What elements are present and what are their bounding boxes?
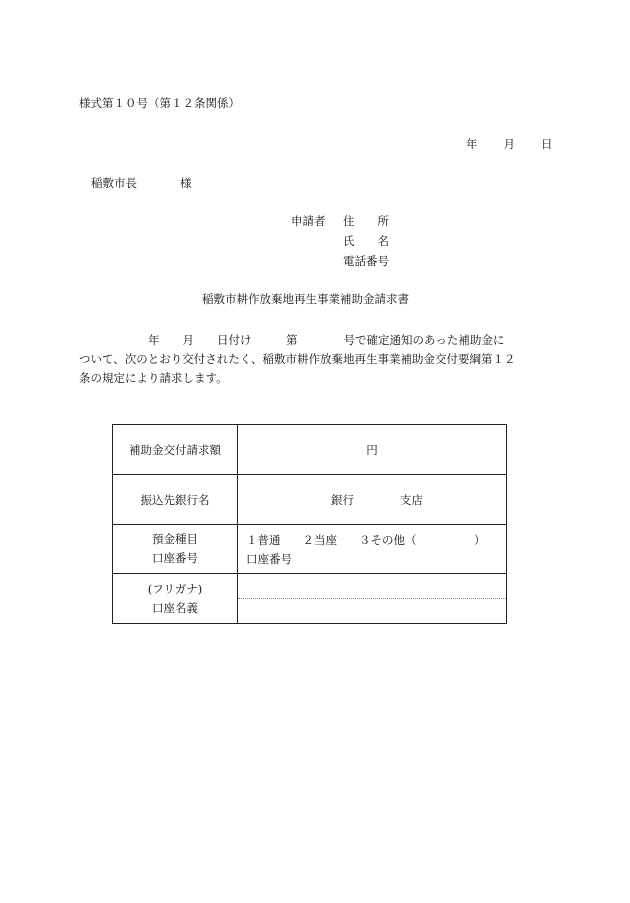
option-other[interactable]: ３その他（ ）	[359, 533, 486, 547]
date-month-label: 月	[503, 137, 515, 151]
document-title: 稲敷市耕作放棄地再生事業補助金請求書	[202, 292, 409, 306]
addressee-name: 稲敷市長	[91, 176, 137, 190]
applicant-label: 申請者	[291, 214, 326, 228]
bank-unit: 銀行	[331, 492, 354, 507]
amount-field[interactable]	[238, 425, 507, 475]
body-line-3: 条の規定により請求します。	[79, 371, 228, 385]
option-ordinary[interactable]: １普通	[246, 533, 281, 547]
body-text	[79, 331, 549, 388]
deposit-type-label-cell	[113, 525, 238, 574]
name-label: 氏 名	[343, 234, 389, 248]
account-name-input-line[interactable]	[238, 599, 506, 623]
amount-unit: 円	[366, 442, 378, 457]
account-name-label: 口座名義	[152, 600, 198, 615]
addressee-honorific: 様	[180, 176, 192, 190]
phone-label: 電話番号	[343, 254, 389, 268]
date-day-label: 日	[541, 137, 553, 151]
option-current[interactable]: ２当座	[302, 533, 337, 547]
account-number-label: 口座番号	[152, 551, 198, 565]
account-name-field[interactable]	[238, 574, 507, 624]
body-line-2: ついて、次のとおり交付されたく、稲敷市耕作放棄地再生事業補助金交付要綱第１２	[79, 352, 516, 366]
furigana-label: (フリガナ)	[147, 581, 203, 596]
deposit-type-options	[246, 531, 506, 550]
address-label: 住 所	[343, 214, 389, 228]
applicant-block	[291, 214, 389, 274]
date-year-label: 年	[466, 137, 478, 151]
claim-table	[112, 424, 507, 624]
account-name-label-cell	[113, 574, 238, 624]
account-field[interactable]	[238, 525, 507, 574]
date-line	[466, 137, 553, 151]
form-number: 様式第１０号（第１２条関係）	[79, 96, 240, 110]
furigana-input-line[interactable]	[238, 574, 506, 599]
deposit-type-label: 預金種目	[152, 532, 198, 546]
bank-label: 振込先銀行名	[113, 475, 238, 525]
addressee	[91, 176, 192, 190]
amount-label: 補助金交付請求額	[113, 425, 238, 475]
branch-unit: 支店	[400, 492, 423, 507]
body-line-1: 年 月 日付け 第 号で確定通知のあった補助金に	[79, 333, 505, 347]
bank-field[interactable]	[238, 475, 507, 525]
account-number-value-label: 口座番号	[246, 552, 292, 566]
